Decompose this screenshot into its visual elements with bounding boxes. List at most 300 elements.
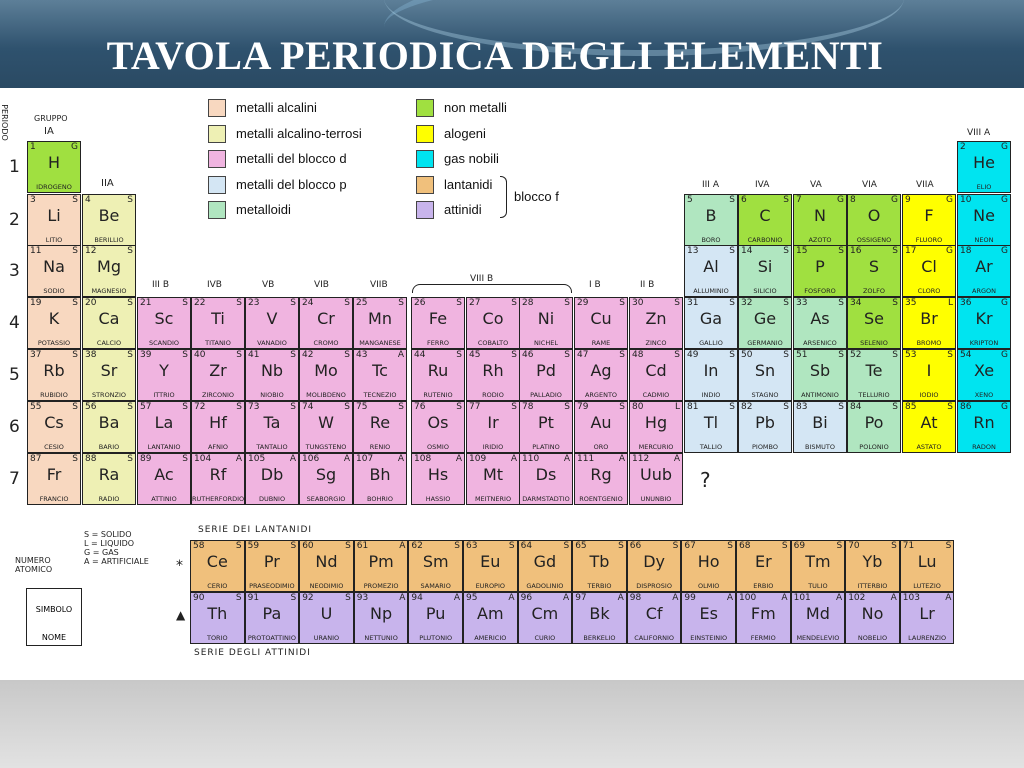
element-name: TULIO [808, 582, 828, 590]
block-f-label: blocco f [514, 189, 559, 204]
atomic-number: 9 [905, 195, 911, 205]
element-symbol: Pu [425, 604, 446, 623]
atomic-number: 22 [194, 298, 206, 308]
legend-label: attinidi [444, 202, 482, 217]
atomic-number: 30 [632, 298, 644, 308]
actinide-marker: ▲ [176, 608, 186, 622]
element-symbol: Fr [46, 465, 62, 484]
element-name: COBALTO [477, 339, 509, 347]
state-code: G [946, 246, 953, 256]
atomic-number: 40 [194, 350, 206, 360]
state-code: A [397, 454, 404, 464]
element-cell-bk [572, 592, 627, 644]
element-name: DISPROSIO [636, 582, 672, 590]
element-cell-f [902, 194, 956, 246]
slide-title: TAVOLA PERIODICA DEGLI ELEMENTI [106, 33, 884, 78]
atomic-number: 24 [302, 298, 314, 308]
element-name: RENIO [369, 443, 391, 451]
period-number: 5 [9, 365, 20, 385]
element-symbol: Hf [209, 413, 227, 432]
atomic-number: 35 [905, 298, 917, 308]
atomic-number: 79 [577, 402, 589, 412]
state-code: G [837, 195, 844, 205]
atomic-number: 39 [140, 350, 152, 360]
element-cell-sg [299, 453, 353, 505]
element-symbol: Zn [645, 309, 667, 328]
element-name: RADON [972, 443, 996, 451]
element-name: FOSFORO [804, 287, 836, 295]
element-symbol: O [867, 206, 881, 225]
state-legend-line: A = ARTIFICIALE [84, 557, 149, 566]
element-name: MEITNERIO [474, 495, 512, 503]
atomic-number: 11 [30, 246, 42, 256]
state-code: S [72, 195, 78, 205]
element-name: ELIO [976, 183, 992, 191]
element-cell-co [466, 297, 520, 349]
element-name: RUBIDIO [40, 391, 68, 399]
state-code: S [456, 298, 462, 308]
state-code: A [836, 593, 843, 603]
atomic-number: 25 [356, 298, 368, 308]
atomic-number: 61 [356, 541, 369, 551]
element-symbol: Mg [97, 257, 121, 276]
state-code: A [672, 593, 679, 603]
legend-swatch [208, 150, 226, 168]
state-code: G [1001, 195, 1008, 205]
element-name: STRONZIO [91, 391, 127, 399]
element-name: XENO [974, 391, 994, 399]
element-cell-cd [629, 349, 683, 401]
element-cell-y [137, 349, 191, 401]
element-symbol: Am [477, 604, 504, 623]
state-code: S [456, 402, 462, 412]
element-cell-la [137, 401, 191, 453]
element-cell-cs [27, 401, 81, 453]
element-symbol: Ra [98, 465, 120, 484]
state-code: S [235, 541, 242, 551]
element-cell-pt [519, 401, 573, 453]
element-cell-cl [902, 245, 956, 297]
legend-label: metalli del blocco d [236, 151, 347, 166]
state-code: S [783, 298, 789, 308]
atomic-number: 45 [469, 350, 481, 360]
element-symbol: Au [590, 413, 612, 432]
state-legend-line: L = LIQUIDO [84, 539, 135, 548]
element-symbol: Pb [755, 413, 775, 432]
atomic-number: 72 [194, 402, 206, 412]
element-name: ANTIMONIO [801, 391, 839, 399]
atomic-number: 111 [577, 454, 595, 464]
atomic-number: 97 [575, 593, 587, 603]
element-symbol: Hs [427, 465, 449, 484]
atomic-number: 93 [356, 593, 369, 603]
state-code: S [729, 246, 735, 256]
element-name: BERKELIO [583, 634, 616, 642]
atomic-number: 12 [85, 246, 97, 256]
element-symbol: I [926, 361, 932, 380]
element-cell-cm [518, 592, 573, 644]
element-symbol: Ti [211, 309, 225, 328]
element-symbol: Dy [643, 552, 665, 571]
element-name: NICHEL [534, 339, 558, 347]
element-symbol: Tm [805, 552, 831, 571]
atomic-number: 2 [960, 142, 966, 152]
state-code: S [619, 402, 625, 412]
state-code: A [781, 593, 788, 603]
element-cell-cr [299, 297, 353, 349]
state-code: S [454, 541, 460, 551]
group-5a-label: VA [810, 180, 822, 190]
atomic-number: 85 [905, 402, 917, 412]
element-name: IODIO [919, 391, 939, 399]
atomic-number: 62 [411, 541, 423, 551]
element-symbol: Lu [917, 552, 937, 571]
element-symbol: Po [864, 413, 884, 432]
element-cell-o [847, 194, 901, 246]
element-name: CERIO [207, 582, 228, 590]
state-code: S [127, 246, 133, 256]
element-cell-zn [629, 297, 683, 349]
element-cell-ca [82, 297, 136, 349]
atomic-number: 55 [30, 402, 42, 412]
atomic-number: 90 [193, 593, 205, 603]
element-symbol: Pr [263, 552, 280, 571]
element-symbol: Rh [482, 361, 504, 380]
atomic-number: 91 [247, 593, 260, 603]
atomic-number: 48 [632, 350, 644, 360]
state-code: S [892, 298, 898, 308]
slide-header [0, 0, 1024, 88]
element-symbol: No [861, 604, 884, 623]
element-name: ITTERBIO [857, 582, 888, 590]
state-code: S [727, 541, 733, 551]
element-name: ZINCO [645, 339, 667, 347]
atomic-number: 8 [850, 195, 856, 205]
element-name: TUNGSTENO [305, 443, 347, 451]
element-name: NOBELIO [857, 634, 888, 642]
element-name: NEON [974, 236, 994, 244]
atomic-number: 66 [629, 541, 642, 551]
element-name: VANADIO [257, 339, 287, 347]
element-symbol: Ce [206, 552, 228, 571]
atomic-number: 68 [739, 541, 751, 551]
element-symbol: Mo [314, 361, 338, 380]
state-code: S [236, 350, 242, 360]
state-code: S [127, 402, 133, 412]
element-cell-mt [466, 453, 520, 505]
element-cell-ho [681, 540, 736, 592]
element-cell-nb [245, 349, 299, 401]
element-symbol: Kr [975, 309, 993, 328]
element-name: RAME [591, 339, 611, 347]
element-name: RADIO [98, 495, 120, 503]
state-code: S [781, 541, 788, 551]
element-symbol: Pt [538, 413, 554, 432]
slide-footer [0, 680, 1024, 768]
atomic-number: 104 [194, 454, 212, 464]
element-name: LANTANIO [147, 443, 181, 451]
state-code: S [508, 541, 515, 551]
element-name: ORO [593, 443, 609, 451]
state-code: S [729, 298, 735, 308]
element-symbol: Rf [209, 465, 227, 484]
atomic-number: 50 [741, 350, 753, 360]
element-name: PROMEZIO [363, 582, 399, 590]
state-code: S [290, 350, 296, 360]
period-number: 4 [9, 313, 20, 333]
element-symbol: Cs [44, 413, 64, 432]
element-symbol: Pm [368, 552, 394, 571]
group-1b-label: I B [589, 280, 601, 290]
element-cell-sb [793, 349, 847, 401]
element-symbol: Ho [697, 552, 720, 571]
group-6a-label: VIA [862, 180, 877, 190]
atomic-number: 54 [960, 350, 972, 360]
element-name: FERRO [427, 339, 449, 347]
element-symbol: Yb [862, 552, 883, 571]
atomic-number: 42 [302, 350, 314, 360]
element-cell-rb [27, 349, 81, 401]
state-code: S [182, 298, 188, 308]
element-name: SCANDIO [148, 339, 179, 347]
element-symbol: Sb [809, 361, 831, 380]
atomic-number: 49 [687, 350, 699, 360]
element-cell-eu [463, 540, 518, 592]
atomic-number: 101 [793, 593, 811, 603]
atomic-number: 73 [248, 402, 260, 412]
state-code: S [127, 454, 133, 464]
element-symbol: Zr [209, 361, 227, 380]
atomic-number: 36 [960, 298, 972, 308]
atomic-number: 83 [796, 402, 808, 412]
element-name: TALLIO [699, 443, 723, 451]
atomic-number: 100 [739, 593, 757, 603]
element-cell-si [738, 245, 792, 297]
element-cell-am [463, 592, 518, 644]
state-code: S [236, 402, 242, 412]
element-name: IDROGENO [36, 183, 72, 191]
element-name: MOLIBDENO [306, 391, 346, 399]
element-cell-ac [137, 453, 191, 505]
element-cell-lu [900, 540, 955, 592]
element-name: SELENIO [860, 339, 888, 347]
element-name: ERBIO [753, 582, 774, 590]
legend-swatch [208, 201, 226, 219]
state-code: S [511, 350, 517, 360]
element-name: NETTUNIO [364, 634, 398, 642]
element-cell-ds [519, 453, 573, 505]
state-code: A [508, 593, 515, 603]
atomic-number: 82 [741, 402, 753, 412]
element-symbol: Se [864, 309, 884, 328]
atomic-number: 112 [632, 454, 650, 464]
element-name: RUTENIO [423, 391, 453, 399]
state-code: S [947, 350, 953, 360]
state-code: A [399, 541, 406, 551]
element-cell-te [847, 349, 901, 401]
state-code: S [72, 246, 78, 256]
state-code: S [344, 298, 350, 308]
element-symbol: Cl [921, 257, 937, 276]
atomic-number: 87 [30, 454, 42, 464]
element-cell-ni [519, 297, 573, 349]
element-symbol: Uub [639, 465, 672, 484]
state-code: A [726, 593, 733, 603]
state-code: S [945, 541, 952, 551]
element-name: TERBIO [587, 582, 612, 590]
element-name: CURIO [534, 634, 556, 642]
state-code: A [289, 454, 296, 464]
element-symbol: Ge [753, 309, 777, 328]
element-symbol: Tb [589, 552, 610, 571]
element-cell-no [845, 592, 900, 644]
state-code: S [674, 350, 680, 360]
series-lantanidi-label: SERIE DEI LANTANIDI [198, 525, 313, 535]
key-example-box [26, 588, 82, 646]
element-cell-th [190, 592, 245, 644]
element-name: ARSENICO [803, 339, 837, 347]
state-code: S [72, 298, 78, 308]
state-code: S [511, 402, 517, 412]
legend-swatch [208, 125, 226, 143]
element-name: NIOBIO [260, 391, 284, 399]
atomic-number: 41 [248, 350, 260, 360]
element-cell-tm [791, 540, 846, 592]
element-name: ARGON [972, 287, 996, 295]
legend-label: metalli alcalino-terrosi [236, 125, 362, 141]
state-code: S [564, 350, 570, 360]
state-code: S [398, 402, 404, 412]
group-8b-brace [412, 284, 572, 293]
element-symbol: Sg [315, 465, 337, 484]
legend-swatch [416, 99, 434, 117]
element-symbol: Te [865, 361, 883, 380]
group-2a-label: IIA [101, 178, 114, 189]
element-cell-mn [353, 297, 407, 349]
state-code: S [891, 541, 897, 551]
state-code: S [290, 298, 296, 308]
element-cell-sm [408, 540, 463, 592]
state-code: S [182, 350, 188, 360]
legend-label: alogeni [444, 125, 486, 141]
atomic-number: 34 [850, 298, 862, 308]
atomic-number: 4 [85, 195, 91, 205]
atomic-number: 78 [522, 402, 534, 412]
element-name: POTASSIO [37, 339, 71, 347]
element-cell-mo [299, 349, 353, 401]
element-cell-as [793, 297, 847, 349]
element-name: TORIO [206, 634, 228, 642]
state-code: S [729, 402, 735, 412]
period-number: 7 [9, 469, 20, 489]
state-code: S [290, 402, 296, 412]
element-cell-zr [191, 349, 245, 401]
atomic-number: 60 [302, 541, 314, 551]
element-symbol: In [703, 361, 719, 380]
key-nome: NOME [41, 633, 67, 642]
atomic-number: 21 [140, 298, 152, 308]
element-cell-xe [957, 349, 1011, 401]
state-code: S [236, 298, 242, 308]
atomic-number: 98 [629, 593, 642, 603]
atomic-number: 5 [687, 195, 693, 205]
state-code: S [182, 454, 188, 464]
element-symbol: Ir [487, 413, 499, 432]
periodic-table-area [0, 88, 1024, 680]
element-symbol: Rn [973, 413, 995, 432]
element-name: ATTINIO [151, 495, 177, 503]
element-symbol: Bh [369, 465, 391, 484]
state-code: S [783, 246, 789, 256]
element-cell-ba [82, 401, 136, 453]
element-name: ZIRCONIO [201, 391, 235, 399]
element-name: AZOTO [808, 236, 832, 244]
element-name: PROTOATTINIO [247, 634, 296, 642]
element-cell-np [354, 592, 409, 644]
element-name: DUBNIO [258, 495, 286, 503]
block-f-brace [500, 176, 507, 218]
element-cell-s [847, 245, 901, 297]
state-code: S [290, 593, 297, 603]
period-number: 6 [9, 417, 20, 437]
element-cell-hg [629, 401, 683, 453]
state-code: A [673, 454, 680, 464]
element-cell-rg [574, 453, 628, 505]
element-name: CALIFORNIO [634, 634, 674, 642]
element-cell-uub [629, 453, 683, 505]
atomic-number: 43 [356, 350, 368, 360]
element-symbol: Br [920, 309, 938, 328]
element-symbol: Na [43, 257, 65, 276]
element-cell-n [793, 194, 847, 246]
state-code: S [345, 593, 351, 603]
element-name: HASSIO [425, 495, 451, 503]
element-symbol: Ne [973, 206, 995, 225]
atomic-number: 88 [85, 454, 97, 464]
element-symbol: P [815, 257, 825, 276]
element-cell-tb [572, 540, 627, 592]
state-code: S [947, 402, 953, 412]
element-cell-rh [466, 349, 520, 401]
element-cell-c [738, 194, 792, 246]
legend-label: non metalli [444, 100, 507, 115]
element-cell-rf [191, 453, 245, 505]
element-name: FERMIO [750, 634, 776, 642]
state-code: G [71, 142, 78, 152]
element-name: PIOMBO [751, 443, 779, 451]
atomic-number: 80 [632, 402, 644, 412]
element-cell-os [411, 401, 465, 453]
element-name: CALCIO [96, 339, 122, 347]
key-simbolo: SIMBOLO [35, 605, 73, 614]
atomic-number: 70 [848, 541, 860, 551]
legend-swatch [416, 125, 434, 143]
atomic-number: 75 [356, 402, 368, 412]
element-cell-he [957, 141, 1011, 193]
element-name: SODIO [43, 287, 65, 295]
element-cell-se [847, 297, 901, 349]
element-name: PLUTONIO [419, 634, 453, 642]
state-code: S [729, 350, 735, 360]
state-code: S [72, 454, 78, 464]
element-name: GALLIO [699, 339, 723, 347]
state-code: S [838, 246, 844, 256]
element-name: BROMO [916, 339, 942, 347]
element-cell-bi [793, 401, 847, 453]
state-code: G [891, 195, 898, 205]
period-number: 3 [9, 261, 20, 281]
element-name: INDIO [701, 391, 721, 399]
